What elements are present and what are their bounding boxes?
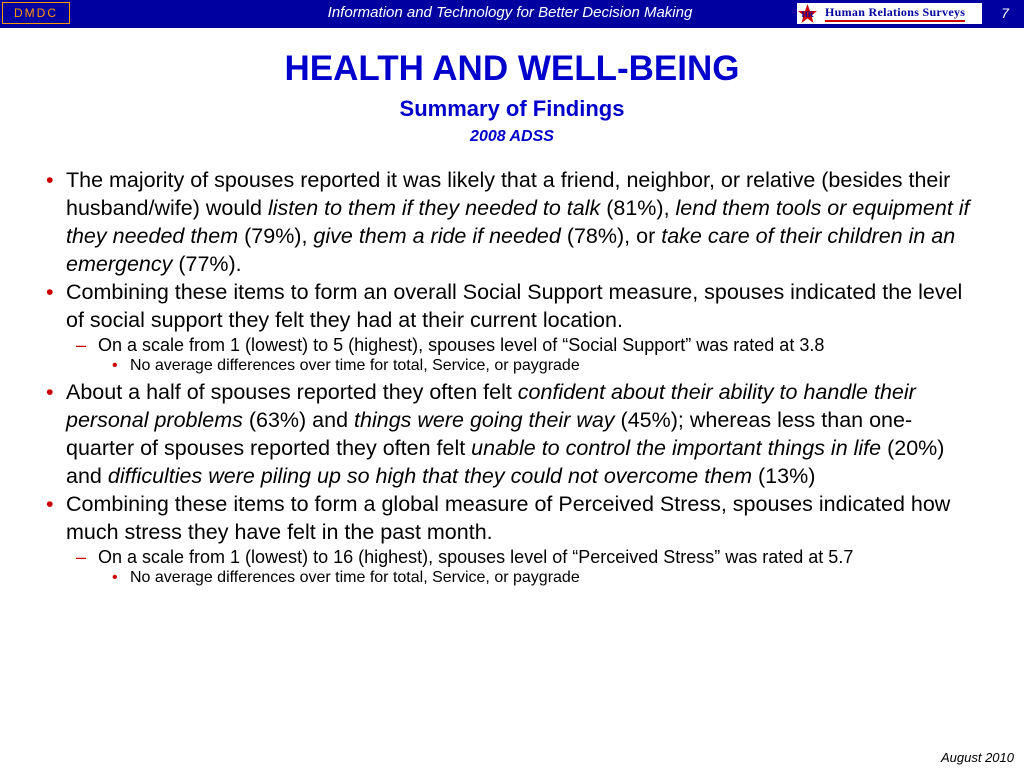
social-support-rating: – On a scale from 1 (lowest) to 5 (highest), spouses level of “Social Support” was rated at 3.8 [76,335,825,355]
bullet-marker: • [46,280,54,304]
page-number: 7 [1001,5,1009,21]
logo-text: Human Relations Surveys [825,5,965,22]
social-support-note: • No average differences over time for total, Service, or paygrade [112,357,580,374]
header-tagline: Information and Technology for Better Decision Making [327,4,693,21]
finding-social-support-measure: • Combining these items to form an overall Social Support measure, spouses indicated the level of social support they felt they had at their current location. [46,280,963,332]
dash-marker: – [76,547,87,567]
finding-social-support-items: • The majority of spouses reported it was likely that a friend, neighbor, or relative (besides their husband/wife) would listen to them if they needed to talk (81%), lend them tools or equipment if they needed them (79%), give them a ride if needed (78%), or take care of their children in an emergency (77%). [46,168,970,276]
footer-date: August 2010 [940,750,1014,765]
perceived-stress-rating: – On a scale from 1 (lowest) to 16 (highest), spouses level of “Perceived Stress” was rated at 5.7 [76,547,854,567]
header-bar [0,0,1024,28]
bullet-marker: • [112,569,118,586]
bullet-marker: • [46,380,54,404]
findings-list [46,166,976,590]
hr-star-icon [797,3,823,24]
perceived-stress-note: • No average differences over time for total, Service, or paygrade [112,569,580,586]
bullet-marker: • [112,357,118,374]
page-title: HEALTH AND WELL-BEING [284,49,740,88]
bullet-marker: • [46,492,54,516]
page-subtitle: Summary of Findings [399,96,625,121]
hrs-logo [797,3,982,24]
finding-stress-items: • About a half of spouses reported they often felt confident about their ability to handle their personal problems (63%) and things were going their way (45%); whereas less than one-quarter of spouses reported they often felt unable to control the important things in life (20%) and difficulties were piling up so high that they could not overcome them (13%) [46,380,945,488]
finding-perceived-stress-measure: • Combining these items to form a global measure of Perceived Stress, spouses indicated how much stress they have felt in the past month. [46,492,951,544]
svg-text:HR: HR [801,10,814,19]
dash-marker: – [76,335,87,355]
bullet-marker: • [46,168,54,192]
dmdc-logo: DMDC [2,2,70,24]
survey-year: 2008 ADSS [470,128,554,145]
